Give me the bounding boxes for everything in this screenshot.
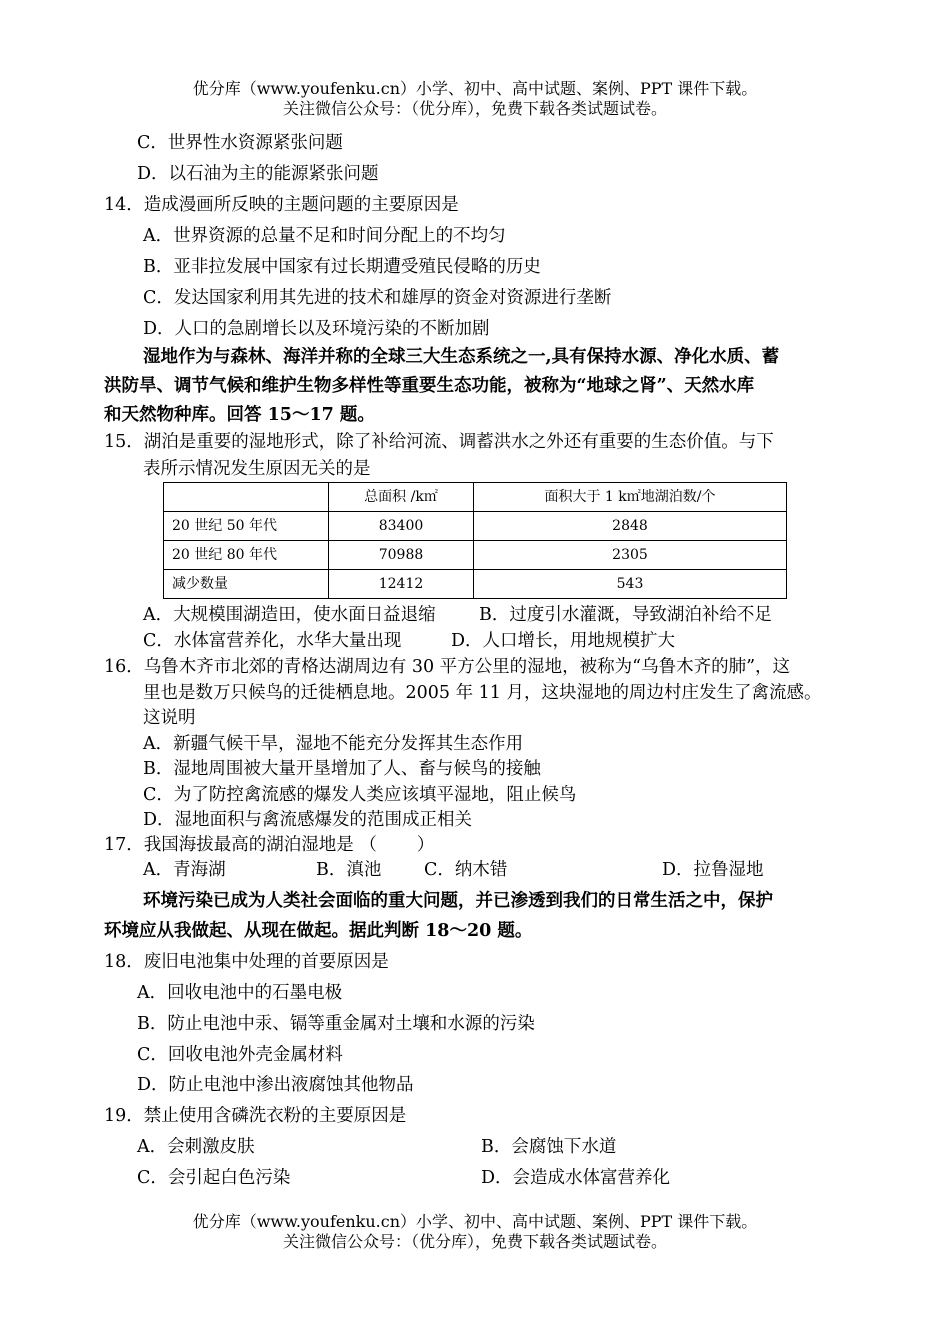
q15-option-b: B．过度引水灌溉，导致湖泊补给不足 (479, 605, 772, 625)
q19-option-a: A．会刺激皮肤 (137, 1137, 255, 1157)
q17-stem-text: 17．我国海拔最高的湖泊湿地是 (104, 835, 354, 855)
q15-option-a: A．大规模围湖造田，使水面日益退缩 (143, 605, 436, 625)
table-cell: 20 世纪 50 年代 (164, 512, 329, 541)
table-cell: 70988 (329, 541, 474, 570)
q16-option-d: D．湿地面积与禽流感爆发的范围成正相关 (143, 810, 473, 830)
table-row (164, 541, 787, 570)
q13-option-d: D．以石油为主的能源紧张问题 (137, 164, 379, 184)
q18-option-b: B．防止电池中汞、镉等重金属对土壤和水源的污染 (137, 1014, 535, 1034)
q15-stem-line-1: 15．湖泊是重要的湿地形式，除了补给河流、调蓄洪水之外还有重要的生态价值。与下 (104, 432, 774, 452)
q18-option-d: D．防止电池中渗出液腐蚀其他物品 (137, 1075, 414, 1095)
q18-stem: 18．废旧电池集中处理的首要原因是 (104, 952, 389, 972)
intro-15-17-line-2: 洪防旱、调节气候和维护生物多样性等重要生态功能，被称为“地球之肾”、天然水库 (104, 376, 755, 396)
q14-option-c: C．发达国家利用其先进的技术和雄厚的资金对资源进行垄断 (143, 288, 612, 308)
footer-line-2: 关注微信公众号：（优分库），免费下载各类试题试卷。 (282, 1232, 667, 1251)
q13-option-c: C．世界性水资源紧张问题 (137, 133, 343, 153)
table-cell: 543 (474, 570, 787, 599)
q19-option-b: B．会腐蚀下水道 (481, 1137, 617, 1157)
answer-paren-close: ） (416, 835, 435, 855)
table-header-cell: 总面积 /k㎡ (329, 483, 474, 512)
q17-option-a: A．青海湖 (143, 860, 226, 880)
intro-15-17-line-1: 湿地作为与森林、海洋并称的全球三大生态系统之一,具有保持水源、净化水质、蓄 (143, 347, 780, 367)
table-header-cell: 面积大于 1 k㎡地湖泊数/个 (474, 483, 787, 512)
table-header-row (164, 483, 787, 512)
q17-stem (104, 833, 434, 857)
header-line-2: 关注微信公众号：（优分库），免费下载各类试题试卷。 (282, 99, 667, 118)
q15-stem-line-2: 表所示情况发生原因无关的是 (143, 459, 371, 479)
table-cell: 12412 (329, 570, 474, 599)
q19-option-d: D．会造成水体富营养化 (481, 1168, 671, 1188)
table-cell: 2305 (474, 541, 787, 570)
table-cell: 20 世纪 80 年代 (164, 541, 329, 570)
table-row (164, 512, 787, 541)
table-cell: 2848 (474, 512, 787, 541)
q16-option-c: C．为了防控禽流感的爆发人类应该填平湿地，阻止候鸟 (143, 785, 577, 805)
lake-data-table (163, 482, 787, 599)
table-cell: 减少数量 (164, 570, 329, 599)
q17-option-d: D．拉鲁湿地 (662, 860, 764, 880)
header-line-1: 优分库（www.youfenku.cn）小学、初中、高中试题、案例、PPT 课件下载。 (192, 79, 758, 98)
q15-option-c: C．水体富营养化，水华大量出现 (143, 631, 402, 651)
footer-line-1: 优分库（www.youfenku.cn）小学、初中、高中试题、案例、PPT 课件下载。 (192, 1212, 758, 1231)
q14-option-a: A．世界资源的总量不足和时间分配上的不均匀 (143, 226, 506, 246)
answer-paren-open: （ (359, 835, 377, 855)
table-cell: 83400 (329, 512, 474, 541)
q16-option-b: B．湿地周围被大量开垦增加了人、畜与候鸟的接触 (143, 759, 541, 779)
q17-option-c: C．纳木错 (424, 860, 508, 880)
table-header-cell (164, 483, 329, 512)
q17-option-b: B．滇池 (316, 860, 382, 880)
q14-stem: 14．造成漫画所反映的主题问题的主要原因是 (104, 195, 459, 215)
q16-stem-line-1: 16．乌鲁木齐市北郊的青格达湖周边有 30 平方公里的湿地，被称为“乌鲁木齐的肺”，这 (104, 657, 791, 677)
q16-stem-line-2: 里也是数万只候鸟的迁徙栖息地。2005 年 11 月，这块湿地的周边村庄发生了禽流感。 (143, 683, 822, 703)
q18-option-c: C．回收电池外壳金属材料 (137, 1045, 343, 1065)
q14-option-b: B．亚非拉发展中国家有过长期遭受殖民侵略的历史 (143, 257, 541, 277)
q18-option-a: A．回收电池中的石墨电极 (137, 983, 343, 1003)
q16-stem-line-3: 这说明 (143, 708, 196, 728)
q16-option-a: A．新疆气候干旱，湿地不能充分发挥其生态作用 (143, 734, 524, 754)
intro-18-20-line-1: 环境污染已成为人类社会面临的重大问题，并已渗透到我们的日常生活之中，保护 (143, 891, 773, 911)
q19-stem: 19．禁止使用含磷洗衣粉的主要原因是 (104, 1106, 407, 1126)
q19-option-c: C．会引起白色污染 (137, 1168, 291, 1188)
intro-15-17-line-3: 和天然物种库。回答 15～17 题。 (104, 405, 375, 425)
q14-option-d: D．人口的急剧增长以及环境污染的不断加剧 (143, 319, 490, 339)
q15-option-d: D．人口增长，用地规模扩大 (451, 631, 676, 651)
intro-18-20-line-2: 环境应从我做起、从现在做起。据此判断 18～20 题。 (104, 921, 533, 941)
table-row (164, 570, 787, 599)
